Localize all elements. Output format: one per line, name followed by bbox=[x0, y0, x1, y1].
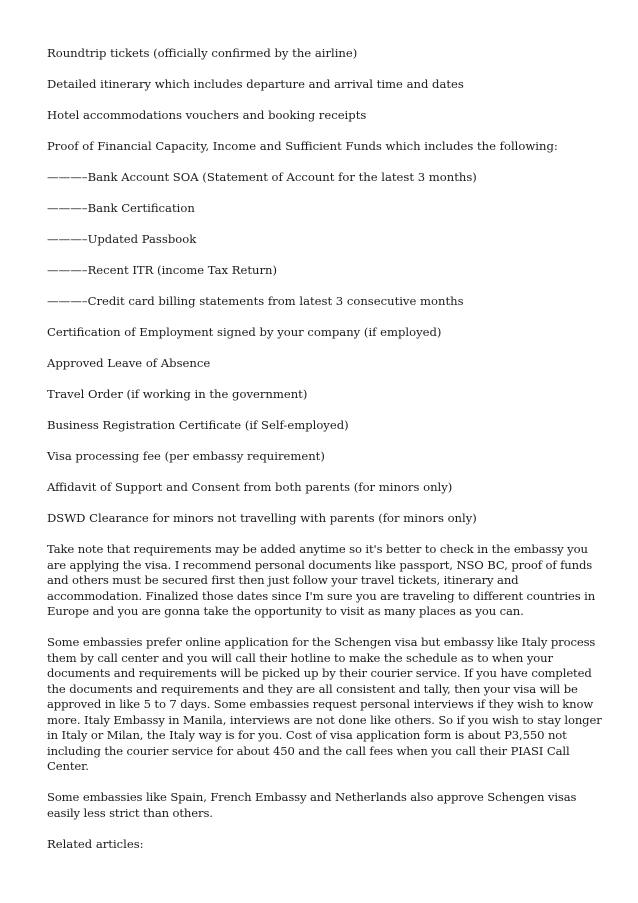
related-articles-heading: Related articles: bbox=[47, 836, 144, 851]
requirement-employment-certificate: Certification of Employment signed by your company (if employed) bbox=[47, 325, 442, 339]
requirement-affidavit-of-support: Affidavit of Support and Consent from both parents (for minors only) bbox=[47, 480, 453, 494]
paragraph-embassies-approve: Some embassies like Spain, French Embassy and Netherlands also approve Schengen visas easily less strict than others. bbox=[47, 790, 577, 820]
paragraph-take-note: Take note that requirements may be added anytime so it's better to check in the embassy you are applying the visa. I recommend personal documents like passport, NSO BC, proof of funds and others must be secured first then just follow your travel tickets, itinerary and accommodation. Finalized those dates since I'm sure you are traveling to different countries in Europe and you are gonna take the opportunity to visit as many places as you can. bbox=[47, 542, 596, 618]
document-body bbox=[47, 46, 607, 868]
requirement-bank-certification: ———–Bank Certification bbox=[47, 201, 195, 215]
requirement-visa-fee: Visa processing fee (per embassy requirement) bbox=[47, 449, 325, 463]
requirement-roundtrip-tickets: Roundtrip tickets (officially confirmed by the airline) bbox=[47, 46, 358, 60]
requirement-financial-capacity: Proof of Financial Capacity, Income and Sufficient Funds which includes the following: bbox=[47, 139, 558, 153]
requirement-passbook: ———–Updated Passbook bbox=[47, 232, 197, 246]
requirement-itr: ———–Recent ITR (income Tax Return) bbox=[47, 263, 277, 277]
requirement-travel-order: Travel Order (if working in the government) bbox=[47, 387, 308, 401]
requirement-itinerary: Detailed itinerary which includes departure and arrival time and dates bbox=[47, 77, 464, 91]
requirement-credit-card-statements: ———–Credit card billing statements from latest 3 consecutive months bbox=[47, 294, 464, 308]
requirement-bank-soa: ———–Bank Account SOA (Statement of Account for the latest 3 months) bbox=[47, 170, 477, 184]
requirement-business-registration: Business Registration Certificate (if Self-employed) bbox=[47, 418, 349, 432]
requirement-dswd-clearance: DSWD Clearance for minors not travelling with parents (for minors only) bbox=[47, 511, 477, 525]
requirement-leave-of-absence: Approved Leave of Absence bbox=[47, 356, 211, 370]
paragraph-online-application: Some embassies prefer online application for the Schengen visa but embassy like Italy process them by call center and you will call their hotline to make the schedule as to when your documents and requirements will be picked up by their courier service. If you have completed the documents and requirements and they are all consistent and tally, then your visa will be approved in like 5 to 7 days. Some embassies request personal interviews if they wish to know more. Italy Embassy in Manila, interviews are not done like others. So if you wish to stay longer in Italy or Milan, the Italy way is for you. Cost of visa application form is about P3,550 not including the courier service for about 450 and the call fees when you call their PIASI Call Center. bbox=[47, 635, 602, 773]
requirement-hotel-vouchers: Hotel accommodations vouchers and booking receipts bbox=[47, 108, 367, 122]
